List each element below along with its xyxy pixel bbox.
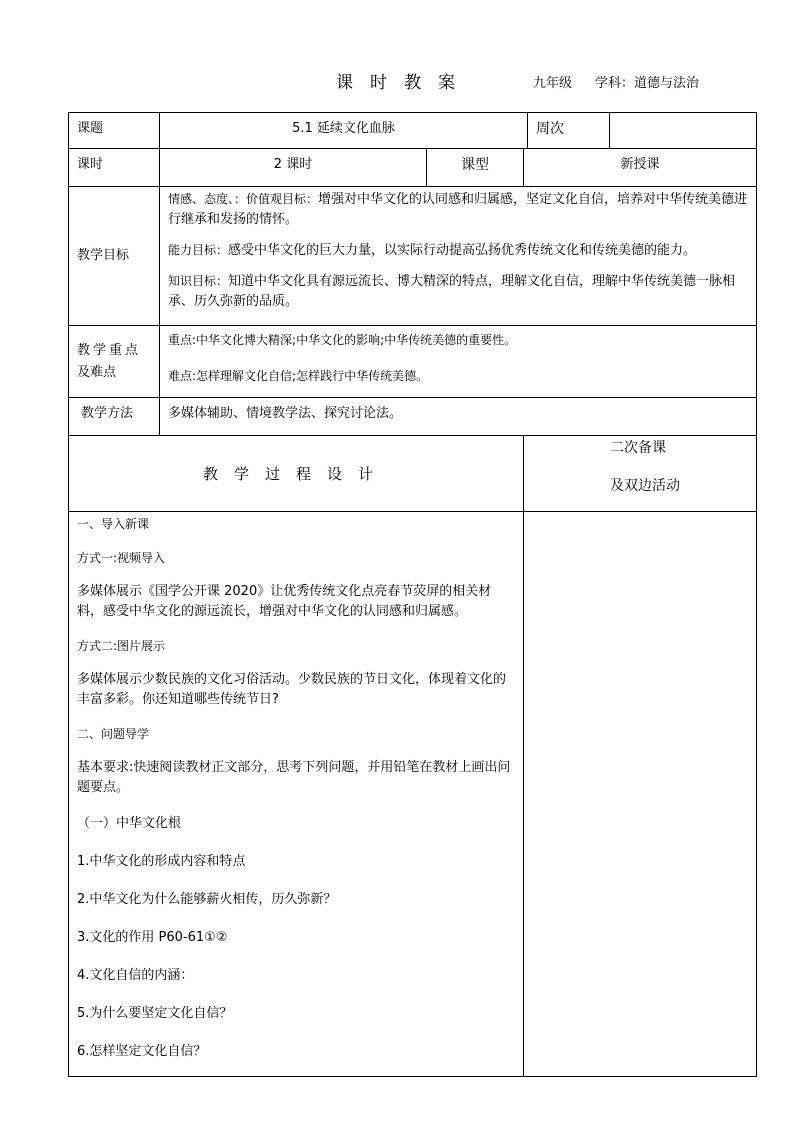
question-item: 6.怎样坚定文化自信？ (77, 1044, 207, 1059)
goal-item: 情感、态度、：价值观目标：增强对中华文化的认同感和归属感，坚定文化自信，培养对中华传统美德进行继承和发扬的情怀。 (168, 192, 748, 227)
goals-label: 教学目标 (69, 187, 160, 326)
way2-heading: 方式二:图片展示 (77, 639, 166, 653)
focus-text: 重点:中华文化博大精深;中华文化的影响;中华传统美德的重要性。 (168, 333, 517, 347)
question-item: 1.中华文化的形成内容和特点 (77, 854, 246, 869)
question-item: 2.中华文化为什么能够薪火相传，历久弥新？ (77, 892, 337, 907)
secondary-prep-header: 二次备课 及双边活动 (524, 436, 757, 512)
topic-row (69, 113, 757, 149)
question-item: 4.文化自信的内涵： (77, 968, 194, 983)
lesson-plan-table (68, 112, 757, 1077)
week-value (610, 113, 757, 149)
method-label: 教学方法 (69, 398, 160, 436)
goal-item: 知识目标：知道中华文化具有源远流长、博大精深的特点，理解文化自信，理解中华传统美德一脉相承、历久弥新的品质。 (168, 274, 736, 309)
goal-item: 能力目标：感受中华文化的巨大力量，以实际行动提高弘扬优秀传统文化和传统美德的能力。 (168, 243, 697, 258)
section-heading: （一）中华文化根 (77, 816, 182, 831)
guide-heading: 二、问题导学 (77, 727, 150, 741)
lesson-plan-title: 课时教案 (336, 73, 472, 93)
goals-content (160, 187, 757, 326)
topic-label: 课题 (69, 113, 160, 149)
hours-label: 课时 (69, 149, 160, 187)
question-item: 3.文化的作用 P60-61①② (77, 930, 228, 945)
subject-label: 学科：道德与法治 (595, 76, 700, 91)
method-value: 多媒体辅助、情境教学法、探究讨论法。 (160, 398, 757, 436)
hours-value: 2 课时 (160, 149, 427, 187)
way1-heading: 方式一:视频导入 (77, 551, 166, 565)
difficulty-text: 难点:怎样理解文化自信;怎样践行中华传统美德。 (168, 369, 429, 383)
grade-label: 九年级 (533, 76, 573, 91)
type-value: 新授课 (524, 149, 757, 187)
way2-text: 多媒体展示少数民族的文化习俗活动。少数民族的节日文化，体现着文化的丰富多彩。你还知道哪些传统节日? (77, 672, 507, 707)
type-label: 课型 (427, 149, 524, 187)
keypoints-row (69, 326, 757, 398)
method-row (69, 398, 757, 436)
secondary-prep-notes (524, 512, 757, 1077)
intro-heading: 一、导入新课 (77, 517, 150, 531)
goals-row (69, 187, 757, 326)
week-label: 周次 (528, 113, 610, 149)
question-item: 5.为什么要坚定文化自信？ (77, 1006, 233, 1021)
way1-text: 多媒体展示《国学公开课 2020》让优秀传统文化点亮春节荧屏的相关材料，感受中华文化的源远流长，增强对中华文化的认同感和归属感。 (77, 584, 492, 619)
guide-requirement: 基本要求:快速阅读教材正文部分，思考下列问题，并用铅笔在教材上画出问题要点。 (77, 760, 511, 795)
process-row (69, 512, 757, 1077)
keypoints-content (160, 326, 757, 398)
process-content (69, 512, 524, 1077)
hours-row (69, 149, 757, 187)
keypoints-label: 教学重点 及难点 (69, 326, 160, 398)
process-design-title: 教学过程设计 (69, 436, 524, 512)
design-row (69, 436, 757, 512)
topic-value: 5.1 延续文化血脉 (160, 113, 528, 149)
